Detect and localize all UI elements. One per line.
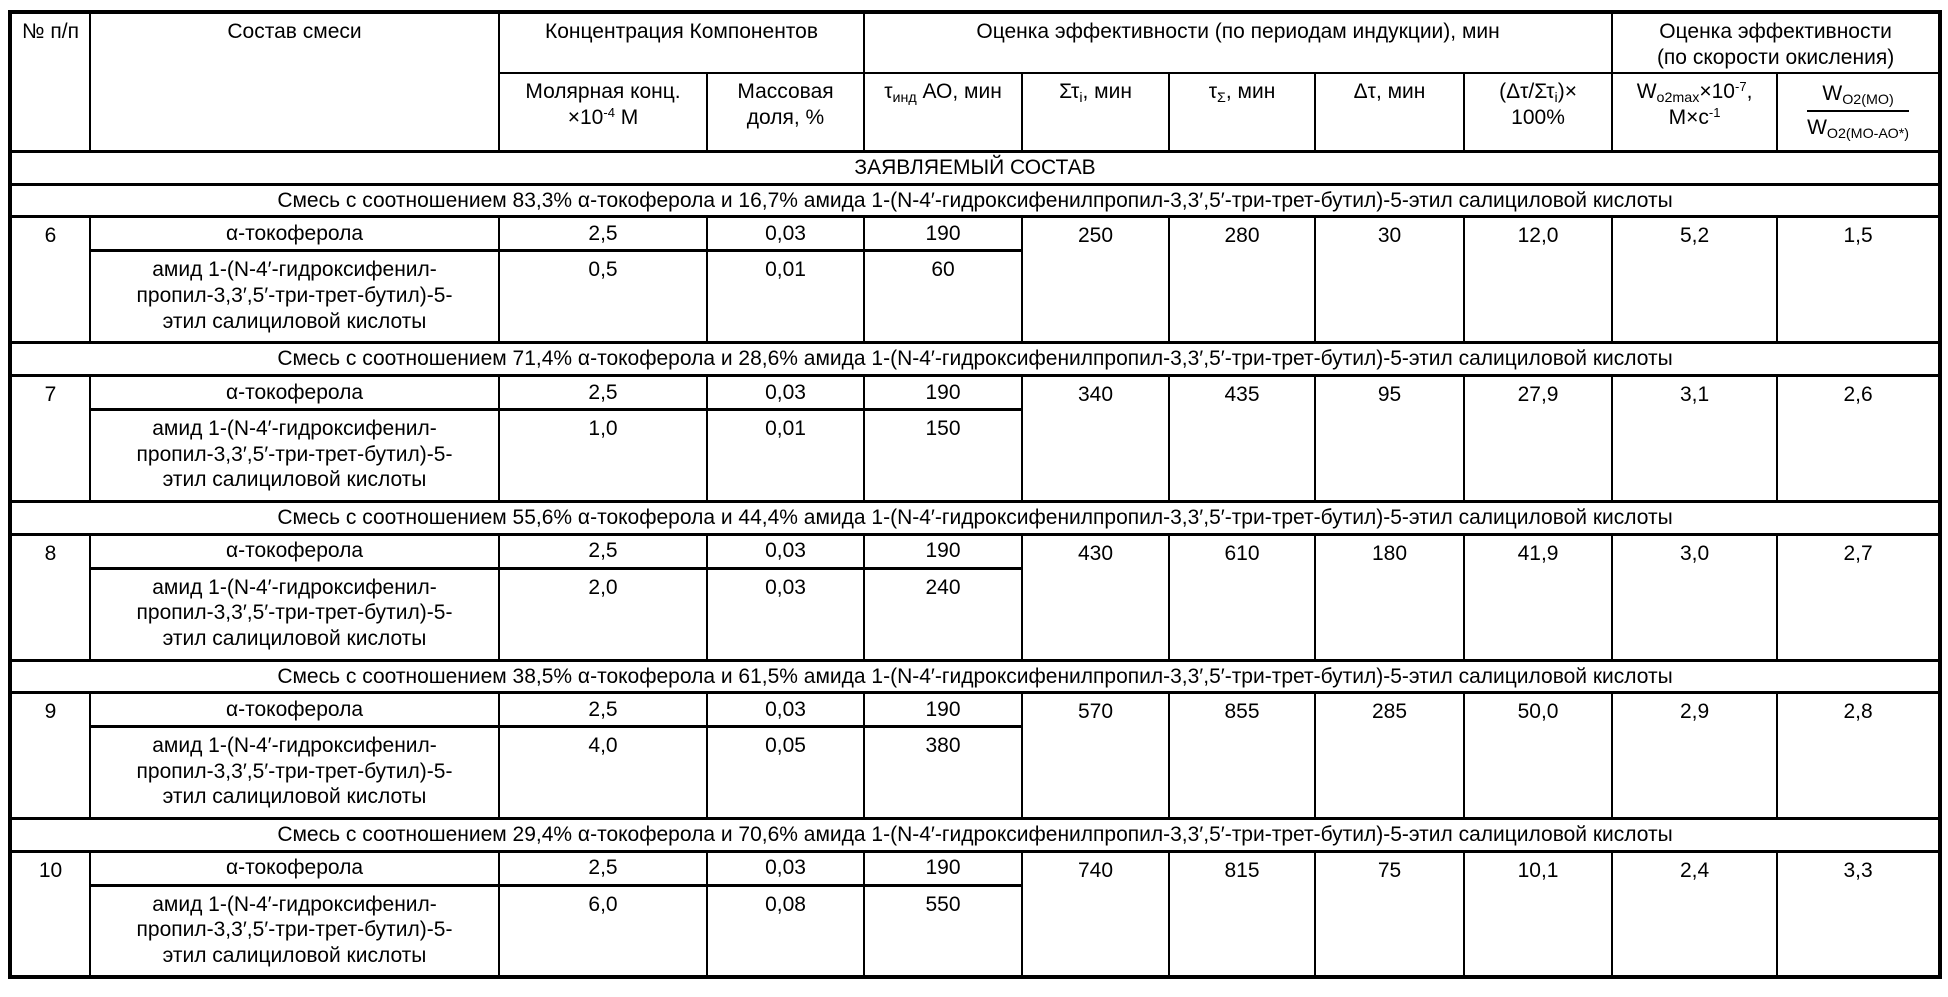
molar-line2 bbox=[505, 105, 701, 131]
w-max-tail: , bbox=[1746, 80, 1753, 104]
molar-base: ×10 bbox=[567, 105, 604, 129]
tau-ind-cell: 150 bbox=[864, 409, 1022, 501]
w-ratio-numerator bbox=[1807, 81, 1909, 112]
tau-ind-cell: 190 bbox=[864, 693, 1022, 727]
mass-line2: доля, % bbox=[746, 105, 825, 129]
sum-tau-cell: 340 bbox=[1022, 375, 1169, 501]
ratio-percent-cell: 50,0 bbox=[1464, 693, 1612, 819]
w-max-line1 bbox=[1618, 79, 1771, 105]
w-ratio-fraction bbox=[1807, 81, 1909, 142]
w-max-exponent: -7 bbox=[1734, 79, 1747, 95]
header-tau-induction bbox=[864, 73, 1022, 151]
tau-sigma-cell: 855 bbox=[1169, 693, 1315, 819]
tau-sigma-base: τ bbox=[1208, 80, 1218, 104]
ratio-base: (Δτ/Στ bbox=[1499, 80, 1555, 104]
w-ratio-cell: 2,8 bbox=[1777, 693, 1940, 819]
component-cell: амид 1-(N-4′-гидроксифенил- пропил-3,3′,5′-три-трет-бутил)-5- этил салициловой кислоты bbox=[90, 409, 499, 501]
component-cell: α-токоферола bbox=[90, 217, 499, 251]
section-title-row: Смесь с соотношением 83,3% α-токоферола и 16,7% амида 1-(N-4′-гидроксифенилпропил-3,3′,5′-три-трет-бутил)-5-этил салициловой кислоты bbox=[10, 184, 1940, 217]
component-cell: амид 1-(N-4′-гидроксифенил- пропил-3,3′,5′-три-трет-бутил)-5- этил салициловой кислоты bbox=[90, 885, 499, 977]
tau-ind-cell: 190 bbox=[864, 851, 1022, 885]
molar-cell: 2,5 bbox=[499, 375, 707, 409]
component-cell: α-токоферола bbox=[90, 375, 499, 409]
molar-cell: 2,5 bbox=[499, 693, 707, 727]
w-max-cell: 3,1 bbox=[1612, 375, 1777, 501]
claimed-composition-banner: ЗАЯВЛЯЕМЫЙ СОСТАВ bbox=[10, 151, 1940, 184]
delta-tau-cell: 285 bbox=[1315, 693, 1464, 819]
w-max-unit-exponent: -1 bbox=[1708, 105, 1721, 121]
delta-tau-cell: 30 bbox=[1315, 217, 1464, 343]
delta-tau-cell: 95 bbox=[1315, 375, 1464, 501]
w-ratio-num-subscript: О2(МО) bbox=[1842, 92, 1894, 109]
tau-induction-label bbox=[884, 80, 1002, 107]
w-max-mid: ×10 bbox=[1699, 80, 1735, 104]
header-mix-composition: Состав смеси bbox=[90, 12, 499, 151]
sum-tau-cell: 430 bbox=[1022, 534, 1169, 660]
header-group-concentration: Концентрация Компонентов bbox=[499, 12, 864, 73]
header-mass-fraction bbox=[707, 73, 864, 151]
tau-sigma-label bbox=[1208, 80, 1276, 107]
ratio-line1 bbox=[1470, 79, 1606, 105]
mass-cell: 0,03 bbox=[707, 851, 864, 885]
tau-rest: АО, мин bbox=[916, 80, 1002, 104]
mass-cell: 0,03 bbox=[707, 568, 864, 660]
row-number-cell: 7 bbox=[10, 375, 90, 501]
w-max-cell: 5,2 bbox=[1612, 217, 1777, 343]
w-ratio-den-base: W bbox=[1807, 116, 1827, 140]
molar-cell: 1,0 bbox=[499, 409, 707, 501]
ratio-line2: 100% bbox=[1511, 106, 1565, 130]
mass-cell: 0,08 bbox=[707, 885, 864, 977]
mass-cell: 0,01 bbox=[707, 409, 864, 501]
molar-unit: М bbox=[614, 105, 639, 129]
tau-ind-cell: 380 bbox=[864, 727, 1022, 819]
component-cell: α-токоферола bbox=[90, 851, 499, 885]
antioxidant-effectiveness-table bbox=[8, 10, 1942, 979]
ratio-percent-cell: 12,0 bbox=[1464, 217, 1612, 343]
tau-sigma-cell: 815 bbox=[1169, 851, 1315, 977]
row-number-cell: 6 bbox=[10, 217, 90, 343]
sum-tau-rest: , мин bbox=[1082, 80, 1132, 104]
mass-cell: 0,03 bbox=[707, 534, 864, 568]
molar-cell: 2,5 bbox=[499, 534, 707, 568]
tau-subscript: инд bbox=[892, 90, 917, 107]
tau-sigma-subscript: Σ bbox=[1217, 90, 1226, 107]
section-title-row: Смесь с соотношением 55,6% α-токоферола и 44,4% амида 1-(N-4′-гидроксифенилпропил-3,3′,5′-три-трет-бутил)-5-этил салициловой кислоты bbox=[10, 501, 1940, 534]
ratio-rest: )× bbox=[1557, 80, 1577, 104]
section-title-row: Смесь с соотношением 29,4% α-токоферола и 70,6% амида 1-(N-4′-гидроксифенилпропил-3,3′,5′-три-трет-бутил)-5-этил салициловой кислоты bbox=[10, 819, 1940, 852]
w-ratio-cell: 2,7 bbox=[1777, 534, 1940, 660]
header-row-number: № п/п bbox=[10, 12, 90, 151]
section-title-row: Смесь с соотношением 38,5% α-токоферола и 61,5% амида 1-(N-4′-гидроксифенилпропил-3,3′,5′-три-трет-бутил)-5-этил салициловой кислоты bbox=[10, 660, 1940, 693]
component-cell: α-токоферола bbox=[90, 693, 499, 727]
ratio-percent-cell: 10,1 bbox=[1464, 851, 1612, 977]
w-max-cell: 2,4 bbox=[1612, 851, 1777, 977]
ratio-percent-cell: 27,9 bbox=[1464, 375, 1612, 501]
tau-ind-cell: 190 bbox=[864, 375, 1022, 409]
header-group-oxidation-line1: Оценка эффективности bbox=[1659, 20, 1892, 43]
w-ratio-cell: 2,6 bbox=[1777, 375, 1940, 501]
mass-cell: 0,03 bbox=[707, 375, 864, 409]
tau-ind-cell: 190 bbox=[864, 217, 1022, 251]
component-cell: α-токоферола bbox=[90, 534, 499, 568]
sum-tau-subscript: i bbox=[1079, 90, 1083, 107]
molar-cell: 2,5 bbox=[499, 217, 707, 251]
header-w-max bbox=[1612, 73, 1777, 151]
header-group-induction: Оценка эффективности (по периодам индукции), мин bbox=[864, 12, 1612, 73]
w-max-cell: 2,9 bbox=[1612, 693, 1777, 819]
molar-line1: Молярная конц. bbox=[525, 80, 681, 104]
tau-ind-cell: 550 bbox=[864, 885, 1022, 977]
row-number-cell: 8 bbox=[10, 534, 90, 660]
mass-cell: 0,01 bbox=[707, 251, 864, 343]
ratio-percent-cell: 41,9 bbox=[1464, 534, 1612, 660]
component-cell: амид 1-(N-4′-гидроксифенил- пропил-3,3′,5′-три-трет-бутил)-5- этил салициловой кислоты bbox=[90, 568, 499, 660]
w-max-line2 bbox=[1618, 105, 1771, 131]
component-cell: амид 1-(N-4′-гидроксифенил- пропил-3,3′,5′-три-трет-бутил)-5- этил салициловой кислоты bbox=[90, 251, 499, 343]
mass-cell: 0,05 bbox=[707, 727, 864, 819]
w-max-subscript: о2max bbox=[1656, 90, 1700, 107]
section-title-row: Смесь с соотношением 71,4% α-токоферола и 28,6% амида 1-(N-4′-гидроксифенилпропил-3,3′,5′-три-трет-бутил)-5-этил салициловой кислоты bbox=[10, 343, 1940, 376]
tau-sigma-cell: 435 bbox=[1169, 375, 1315, 501]
molar-exponent: -4 bbox=[603, 104, 615, 120]
mass-line1: Массовая bbox=[737, 80, 834, 104]
w-ratio-den-subscript: О2(МО-АО*) bbox=[1826, 126, 1910, 143]
header-group-oxidation bbox=[1612, 12, 1940, 73]
sum-tau-base: Στ bbox=[1059, 80, 1080, 104]
ratio-subscript: i bbox=[1554, 90, 1558, 107]
header-sum-tau bbox=[1022, 73, 1169, 151]
w-max-base: W bbox=[1636, 80, 1657, 104]
sum-tau-cell: 570 bbox=[1022, 693, 1169, 819]
mass-cell: 0,03 bbox=[707, 693, 864, 727]
sum-tau-cell: 250 bbox=[1022, 217, 1169, 343]
component-cell: амид 1-(N-4′-гидроксифенил- пропил-3,3′,5′-три-трет-бутил)-5- этил салициловой кислоты bbox=[90, 727, 499, 819]
w-ratio-cell: 3,3 bbox=[1777, 851, 1940, 977]
w-ratio-num-base: W bbox=[1822, 82, 1843, 106]
w-ratio-cell: 1,5 bbox=[1777, 217, 1940, 343]
row-number-cell: 9 bbox=[10, 693, 90, 819]
row-number-cell: 10 bbox=[10, 851, 90, 977]
tau-ind-cell: 190 bbox=[864, 534, 1022, 568]
header-ratio-percent bbox=[1464, 73, 1612, 151]
tau-sigma-cell: 610 bbox=[1169, 534, 1315, 660]
w-ratio-denominator bbox=[1807, 112, 1909, 141]
molar-cell: 6,0 bbox=[499, 885, 707, 977]
header-w-ratio bbox=[1777, 73, 1940, 151]
header-group-oxidation-line2: (по скорости окисления) bbox=[1656, 45, 1895, 69]
mass-cell: 0,03 bbox=[707, 217, 864, 251]
delta-tau-cell: 75 bbox=[1315, 851, 1464, 977]
tau-sigma-rest: , мин bbox=[1225, 80, 1276, 104]
tau-base: τ bbox=[884, 80, 893, 104]
sum-tau-cell: 740 bbox=[1022, 851, 1169, 977]
tau-ind-cell: 240 bbox=[864, 568, 1022, 660]
header-molar-concentration bbox=[499, 73, 707, 151]
sum-tau-label bbox=[1059, 80, 1132, 107]
molar-cell: 0,5 bbox=[499, 251, 707, 343]
molar-cell: 2,5 bbox=[499, 851, 707, 885]
w-max-unit: М×с bbox=[1668, 106, 1709, 130]
header-tau-sigma bbox=[1169, 73, 1315, 151]
molar-cell: 2,0 bbox=[499, 568, 707, 660]
header-delta-tau: Δτ, мин bbox=[1315, 73, 1464, 151]
w-max-cell: 3,0 bbox=[1612, 534, 1777, 660]
molar-cell: 4,0 bbox=[499, 727, 707, 819]
tau-sigma-cell: 280 bbox=[1169, 217, 1315, 343]
delta-tau-cell: 180 bbox=[1315, 534, 1464, 660]
tau-ind-cell: 60 bbox=[864, 251, 1022, 343]
